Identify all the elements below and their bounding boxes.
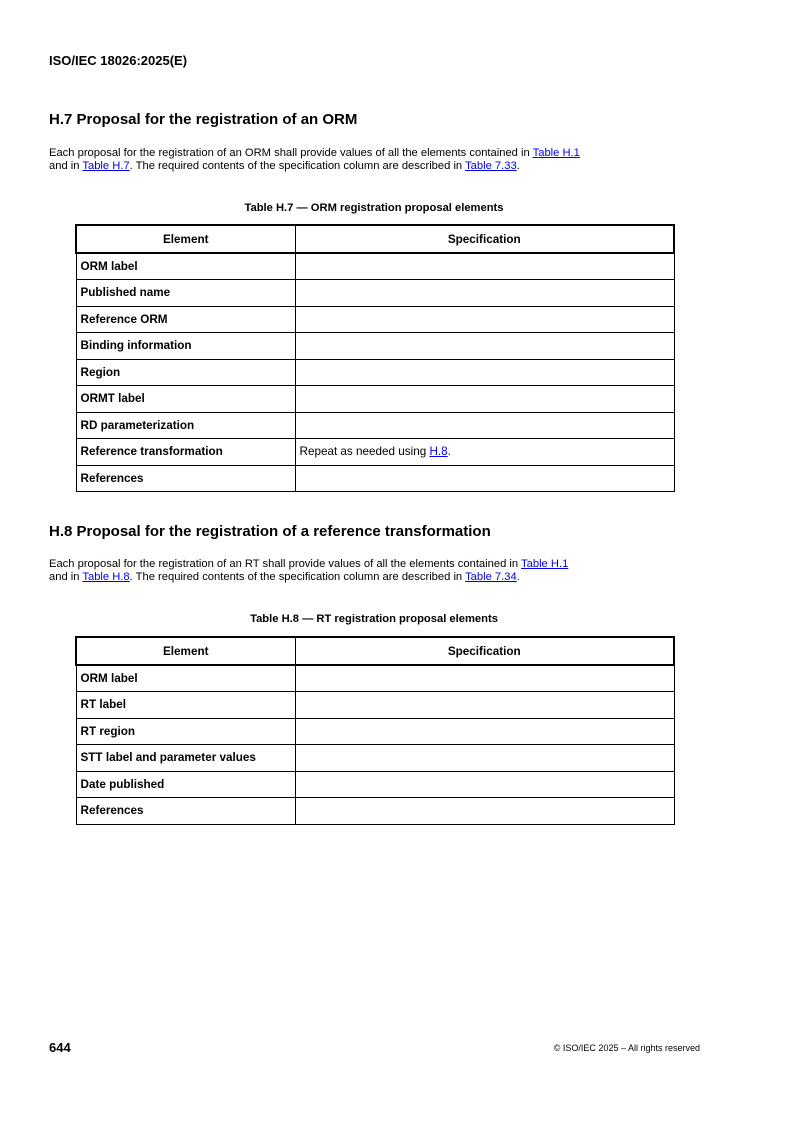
document-header: ISO/IEC 18026:2025(E) xyxy=(49,53,188,68)
specification-text-end: . xyxy=(447,445,451,459)
section-heading-h7: H.7 Proposal for the registration of an ORM xyxy=(49,111,358,128)
table-row xyxy=(76,333,674,360)
element-cell: References xyxy=(76,465,295,492)
element-cell: Region xyxy=(76,359,295,386)
table-row xyxy=(76,306,674,333)
element-cell: STT label and parameter values xyxy=(76,745,295,772)
element-cell: References xyxy=(76,798,295,825)
paragraph-text: and in xyxy=(49,159,83,172)
link-h8[interactable]: H.8 xyxy=(429,445,448,459)
table-row xyxy=(76,386,674,413)
table-header-row xyxy=(76,637,674,665)
table-caption-h7: Table H.7 — ORM registration proposal elements xyxy=(244,202,504,214)
element-cell: RT region xyxy=(76,718,295,745)
specification-cell xyxy=(295,692,674,719)
specification-cell xyxy=(295,333,674,360)
paragraph-h7 xyxy=(49,147,701,172)
specification-cell xyxy=(295,306,674,333)
specification-text: Repeat as needed using xyxy=(299,445,430,459)
table-row xyxy=(76,692,674,719)
link-table-7-33[interactable]: Table 7.33 xyxy=(465,159,517,172)
table-row xyxy=(76,798,674,825)
table-row xyxy=(76,465,674,492)
specification-cell xyxy=(295,665,674,692)
link-table-h1[interactable]: Table H.1 xyxy=(532,147,580,159)
table-row xyxy=(76,439,674,466)
table-row xyxy=(76,359,674,386)
column-header-specification: Specification xyxy=(295,637,674,665)
table-row xyxy=(76,745,674,772)
specification-cell xyxy=(295,771,674,798)
copyright-notice: © ISO/IEC 2025 – All rights reserved xyxy=(553,1043,700,1053)
specification-cell xyxy=(295,465,674,492)
specification-cell xyxy=(295,253,674,280)
specification-cell xyxy=(295,412,674,439)
table-header-row xyxy=(76,225,674,253)
paragraph-text: . The required contents of the specification column are described in xyxy=(129,570,466,583)
element-cell: Reference transformation xyxy=(76,439,295,466)
section-heading-h8: H.8 Proposal for the registration of a reference transformation xyxy=(49,523,491,540)
table-row xyxy=(76,665,674,692)
column-header-specification: Specification xyxy=(295,225,674,253)
column-header-element: Element xyxy=(76,637,295,665)
element-cell: ORM label xyxy=(76,253,295,280)
paragraph-text: . The required contents of the specification column are described in xyxy=(129,159,466,172)
column-header-element: Element xyxy=(76,225,295,253)
link-table-h7[interactable]: Table H.7 xyxy=(82,159,130,172)
paragraph-text: and in xyxy=(49,570,83,583)
page-number: 644 xyxy=(49,1040,71,1055)
table-row xyxy=(76,253,674,280)
paragraph-text: . xyxy=(516,570,520,583)
specification-cell xyxy=(295,718,674,745)
link-table-h1[interactable]: Table H.1 xyxy=(521,558,569,570)
element-cell: ORMT label xyxy=(76,386,295,413)
table-row xyxy=(76,280,674,307)
specification-cell xyxy=(295,745,674,772)
paragraph-h8 xyxy=(49,558,701,583)
paragraph-text: . xyxy=(516,159,520,172)
element-cell: RT label xyxy=(76,692,295,719)
specification-cell xyxy=(295,280,674,307)
specification-cell xyxy=(295,386,674,413)
element-cell: Published name xyxy=(76,280,295,307)
link-table-7-34[interactable]: Table 7.34 xyxy=(465,570,517,583)
table-row xyxy=(76,412,674,439)
element-cell: Date published xyxy=(76,771,295,798)
specification-cell xyxy=(295,359,674,386)
paragraph-text: Each proposal for the registration of an RT shall provide values of all the elements contained in xyxy=(49,558,522,570)
table-caption-h8: Table H.8 — RT registration proposal elements xyxy=(250,613,498,625)
specification-cell xyxy=(295,439,674,466)
specification-cell xyxy=(295,798,674,825)
link-table-h8[interactable]: Table H.8 xyxy=(82,570,130,583)
table-h8 xyxy=(75,636,675,825)
element-cell: RD parameterization xyxy=(76,412,295,439)
table-row xyxy=(76,718,674,745)
element-cell: Binding information xyxy=(76,333,295,360)
element-cell: Reference ORM xyxy=(76,306,295,333)
table-row xyxy=(76,771,674,798)
element-cell: ORM label xyxy=(76,665,295,692)
paragraph-text: Each proposal for the registration of an ORM shall provide values of all the elements contained in xyxy=(49,147,533,159)
table-h7 xyxy=(75,224,675,492)
